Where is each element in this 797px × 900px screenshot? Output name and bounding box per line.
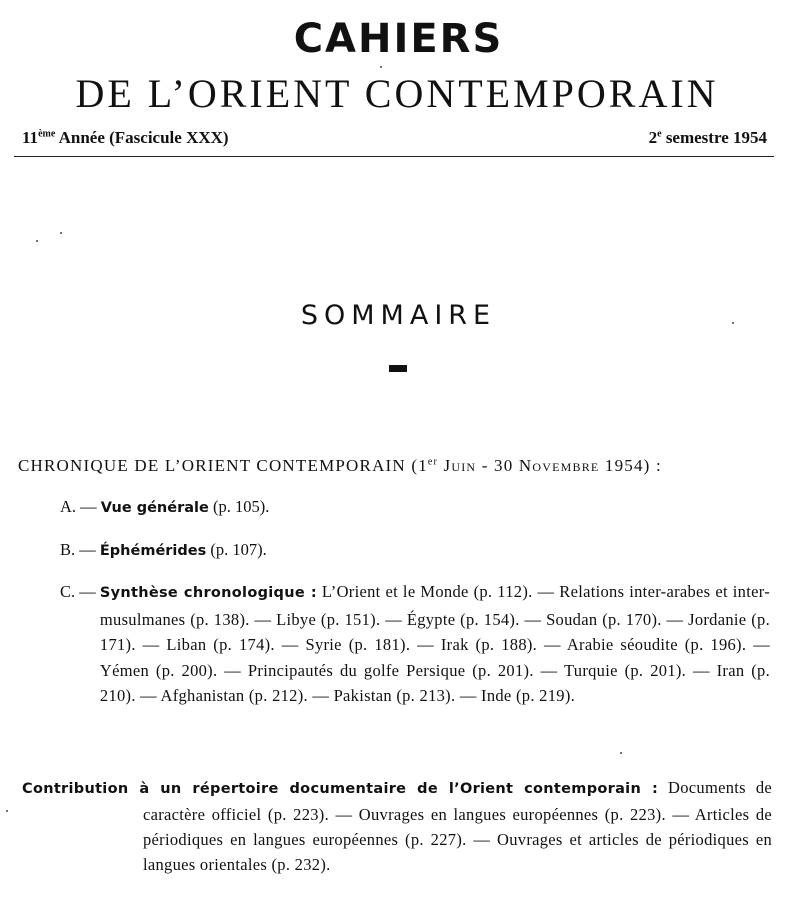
issue-info xyxy=(22,128,229,148)
entry-a-title: Vue générale xyxy=(100,500,209,516)
entry-c-text: L’Orient et le Monde (p. 112). — Relations inter-arabes et inter-musulmanes (p. 138). — Libye (p. 151). — Égypte (p. 154). — Soudan (p. 170). — Jordanie (p. 171). — Liban (p. 174). — Syrie (p. 181). — Irak (p. 188). — Arabie séoudite (p. 196). — Yémen (p. 200). — Principautés du golfe Persique (p. 201). — Turquie (p. 201). — Iran (p. 210). — Afghanistan (p. 212). — Pakistan (p. 213). — Inde (p. 219). xyxy=(99,582,771,705)
entry-a-page: (p. 105). xyxy=(208,497,270,516)
toc-entry-c xyxy=(60,579,770,709)
toc-entry-a xyxy=(60,494,269,522)
scan-speck xyxy=(732,322,734,324)
semester-year: semestre 1954 xyxy=(661,128,767,147)
journal-subtitle: DE L’ORIENT CONTEMPORAIN xyxy=(75,71,719,116)
entry-c-title: Synthèse chronologique : xyxy=(99,585,317,601)
scan-speck xyxy=(60,232,62,234)
issue-year-suffix: ème xyxy=(38,128,56,140)
contribution-entry xyxy=(22,775,772,877)
entry-c-body xyxy=(100,579,770,709)
issue-year-number: 11 xyxy=(22,128,39,147)
contribution-title: Contribution à un répertoire documentaire de l’Orient contemporain : xyxy=(22,781,659,797)
scan-speck xyxy=(6,810,8,812)
chronique-title: CHRONIQUE DE L’ORIENT CONTEMPORAIN xyxy=(18,456,406,475)
date-sup: er xyxy=(427,456,439,468)
contribution-text: Documents de caractère officiel (p. 223). — Ouvrages en langues européennes (p. 223). — Articles de périodiques en langues européennes (p. 227). — Ouvrages et articles de périodiques en langues orientales (p. 232). xyxy=(143,778,772,874)
entry-b-label: B. — xyxy=(60,540,100,559)
entry-b-page: (p. 107). xyxy=(206,540,267,559)
scan-speck xyxy=(380,66,382,68)
scan-speck xyxy=(620,752,622,754)
chronique-dates xyxy=(406,456,662,475)
ornament-dash xyxy=(389,365,407,372)
journal-title: CAHIERS xyxy=(293,16,504,62)
toc-entry-b xyxy=(60,537,267,565)
semester-info xyxy=(649,128,767,148)
entry-a-label: A. — xyxy=(60,497,101,516)
chronique-heading xyxy=(18,456,778,476)
scan-speck xyxy=(36,240,38,242)
semester-number: 2 xyxy=(648,128,658,147)
date-range: Juin - 30 Novembre 1954) : xyxy=(438,456,662,475)
header-rule xyxy=(14,156,774,157)
date-open: (1 xyxy=(405,456,428,475)
contribution-body xyxy=(22,775,772,877)
issue-fascicule: Année (Fascicule XXX) xyxy=(55,128,229,147)
semester-suffix: e xyxy=(657,128,662,140)
entry-b-title: Éphémérides xyxy=(99,543,207,559)
sommaire-heading: SOMMAIRE xyxy=(300,300,497,331)
entry-c-label: C. — xyxy=(60,582,100,601)
